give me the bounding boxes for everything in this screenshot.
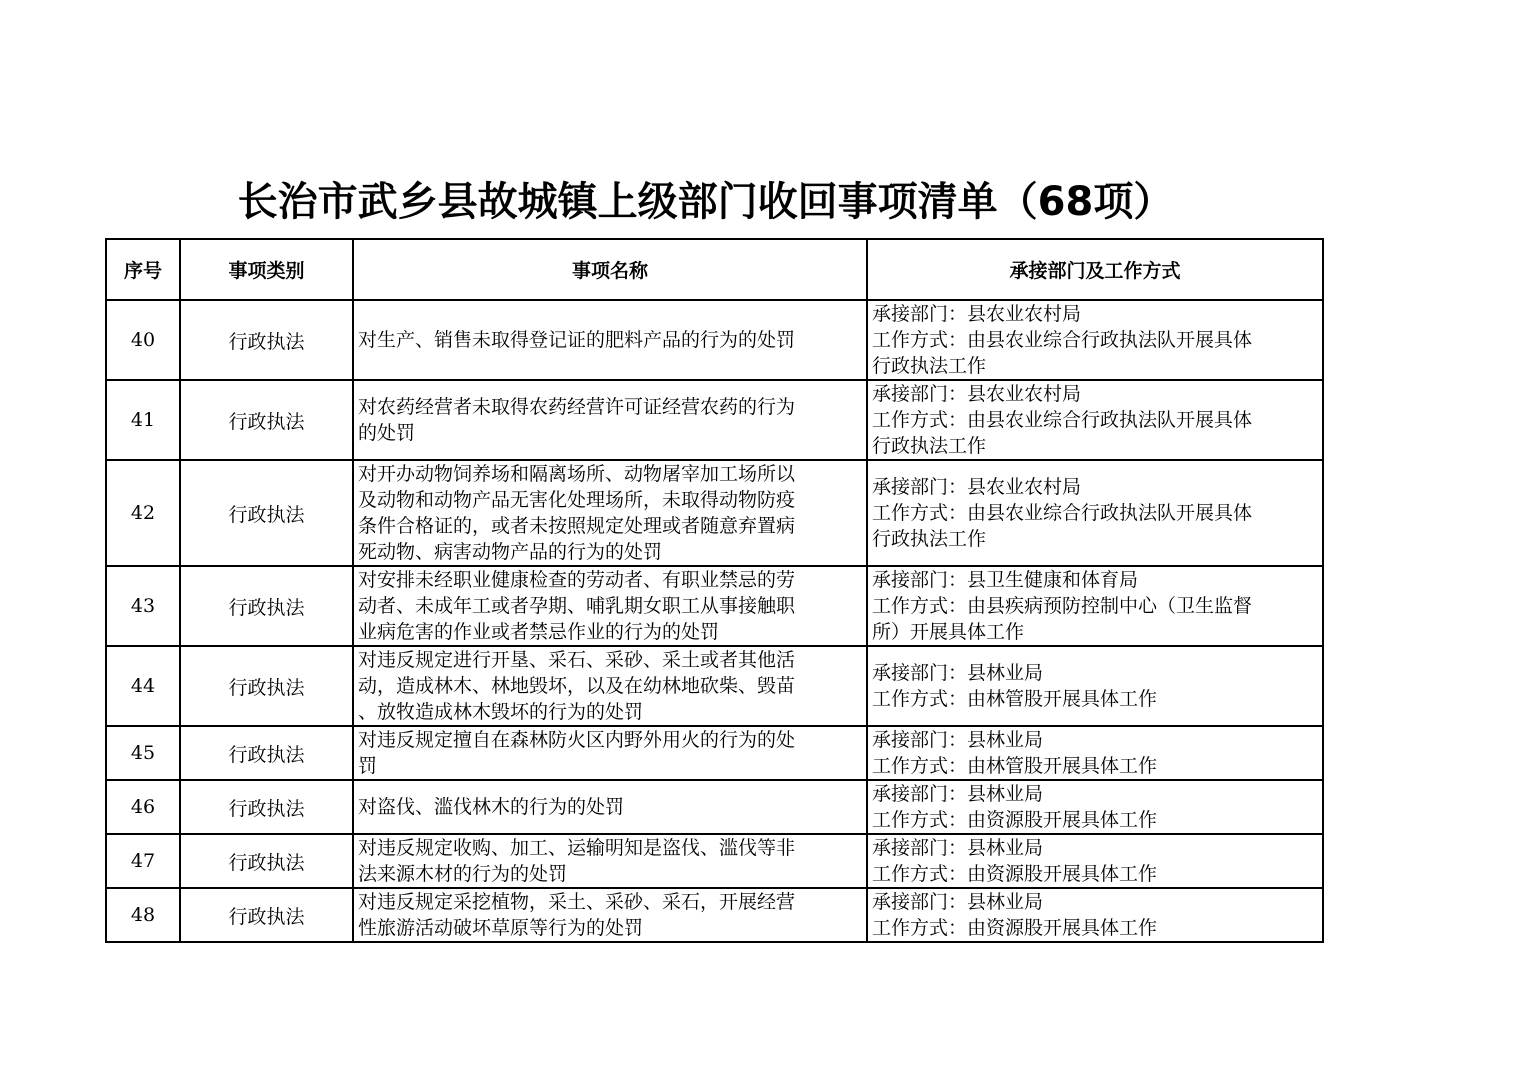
- row-department: [867, 646, 1323, 726]
- item-name-line: 及动物和动物产品无害化处理场所，未取得动物防疫: [358, 489, 796, 511]
- row-department: [867, 726, 1323, 780]
- row-category: 行政执法: [180, 460, 353, 566]
- item-name-line: 动，造成林木、林地毁坏，以及在幼林地砍柴、毁苗: [358, 675, 796, 697]
- row-item-name: [353, 460, 867, 566]
- item-name-line: 、放牧造成林木毁坏的行为的处罚: [358, 701, 644, 723]
- department-line: 承接部门：县林业局: [872, 783, 1044, 805]
- table-row: [106, 834, 1323, 888]
- department-line: 承接部门：县林业局: [872, 729, 1044, 751]
- item-name-line: 对违反规定擅自在森林防火区内野外用火的行为的处: [358, 729, 796, 751]
- row-index: 46: [106, 780, 180, 834]
- department-line: 工作方式：由县疾病预防控制中心（卫生监督: [872, 595, 1253, 617]
- page-title: 长治市武乡县故城镇上级部门收回事项清单（68项）: [237, 179, 1174, 225]
- item-name-line: 的处罚: [358, 422, 416, 444]
- department-line: 承接部门：县林业局: [872, 662, 1044, 684]
- item-name-line: 对开办动物饲养场和隔离场所、动物屠宰加工场所以: [358, 463, 796, 485]
- department-line: 行政执法工作: [872, 355, 987, 377]
- department-line: 承接部门：县林业局: [872, 837, 1044, 859]
- row-category: 行政执法: [180, 566, 353, 646]
- table-row: [106, 646, 1323, 726]
- row-category: 行政执法: [180, 380, 353, 460]
- row-item-name: [353, 726, 867, 780]
- row-index: 43: [106, 566, 180, 646]
- department-line: 工作方式：由资源股开展具体工作: [872, 809, 1158, 831]
- table-row: [106, 888, 1323, 942]
- row-category: 行政执法: [180, 300, 353, 380]
- row-index: 45: [106, 726, 180, 780]
- item-name-line: 法来源木材的行为的处罚: [358, 863, 568, 885]
- row-item-name: [353, 380, 867, 460]
- table-row: [106, 460, 1323, 566]
- department-line: 承接部门：县农业农村局: [872, 383, 1082, 405]
- row-index: 48: [106, 888, 180, 942]
- row-category: 行政执法: [180, 888, 353, 942]
- department-line: 工作方式：由林管股开展具体工作: [872, 755, 1158, 777]
- row-item-name: [353, 566, 867, 646]
- item-name-line: 对违反规定采挖植物，采土、采砂、采石，开展经营: [358, 891, 796, 913]
- department-line: 承接部门：县卫生健康和体育局: [872, 569, 1139, 591]
- row-department: [867, 566, 1323, 646]
- department-line: 行政执法工作: [872, 528, 987, 550]
- header-department: 承接部门及工作方式: [867, 239, 1323, 300]
- department-line: 工作方式：由县农业综合行政执法队开展具体: [872, 329, 1253, 351]
- item-name-line: 罚: [358, 755, 378, 777]
- row-index: 40: [106, 300, 180, 380]
- row-index: 42: [106, 460, 180, 566]
- row-index: 44: [106, 646, 180, 726]
- department-line: 所）开展具体工作: [872, 621, 1025, 643]
- item-name-line: 动者、未成年工或者孕期、哺乳期女职工从事接触职: [358, 595, 796, 617]
- department-line: 承接部门：县农业农村局: [872, 303, 1082, 325]
- header-index: 序号: [106, 239, 180, 300]
- table-row: [106, 380, 1323, 460]
- table-row: [106, 780, 1323, 834]
- row-category: 行政执法: [180, 726, 353, 780]
- department-line: 承接部门：县农业农村局: [872, 476, 1082, 498]
- row-department: [867, 780, 1323, 834]
- row-index: 47: [106, 834, 180, 888]
- item-name-line: 对违反规定收购、加工、运输明知是盗伐、滥伐等非: [358, 837, 796, 859]
- header-category: 事项类别: [180, 239, 353, 300]
- table-header-row: [106, 239, 1323, 300]
- item-name-line: 对安排未经职业健康检查的劳动者、有职业禁忌的劳: [358, 569, 796, 591]
- item-name-line: 对农药经营者未取得农药经营许可证经营农药的行为: [358, 396, 796, 418]
- row-department: [867, 460, 1323, 566]
- header-item-name: 事项名称: [353, 239, 867, 300]
- department-line: 工作方式：由林管股开展具体工作: [872, 688, 1158, 710]
- department-line: 工作方式：由资源股开展具体工作: [872, 917, 1158, 939]
- row-item-name: [353, 300, 867, 380]
- department-line: 工作方式：由资源股开展具体工作: [872, 863, 1158, 885]
- department-line: 行政执法工作: [872, 435, 987, 457]
- row-department: [867, 380, 1323, 460]
- row-category: 行政执法: [180, 780, 353, 834]
- department-line: 承接部门：县林业局: [872, 891, 1044, 913]
- department-line: 工作方式：由县农业综合行政执法队开展具体: [872, 409, 1253, 431]
- item-name-line: 死动物、病害动物产品的行为的处罚: [358, 541, 663, 563]
- row-item-name: [353, 888, 867, 942]
- row-department: [867, 834, 1323, 888]
- item-name-line: 条件合格证的，或者未按照规定处理或者随意弃置病: [358, 515, 796, 537]
- item-name-line: 对违反规定进行开垦、采石、采砂、采土或者其他活: [358, 649, 796, 671]
- item-name-line: 业病危害的作业或者禁忌作业的行为的处罚: [358, 621, 720, 643]
- row-index: 41: [106, 380, 180, 460]
- department-line: 工作方式：由县农业综合行政执法队开展具体: [872, 502, 1253, 524]
- item-name-line: 性旅游活动破坏草原等行为的处罚: [358, 917, 644, 939]
- row-category: 行政执法: [180, 834, 353, 888]
- item-name-line: 对生产、销售未取得登记证的肥料产品的行为的处罚: [358, 329, 796, 351]
- row-item-name: [353, 780, 867, 834]
- table-row: [106, 726, 1323, 780]
- table-row: [106, 566, 1323, 646]
- row-item-name: [353, 646, 867, 726]
- item-name-line: 对盗伐、滥伐林木的行为的处罚: [358, 796, 625, 818]
- row-item-name: [353, 834, 867, 888]
- table-row: [106, 300, 1323, 380]
- row-category: 行政执法: [180, 646, 353, 726]
- row-department: [867, 300, 1323, 380]
- items-table: [105, 238, 1324, 943]
- row-department: [867, 888, 1323, 942]
